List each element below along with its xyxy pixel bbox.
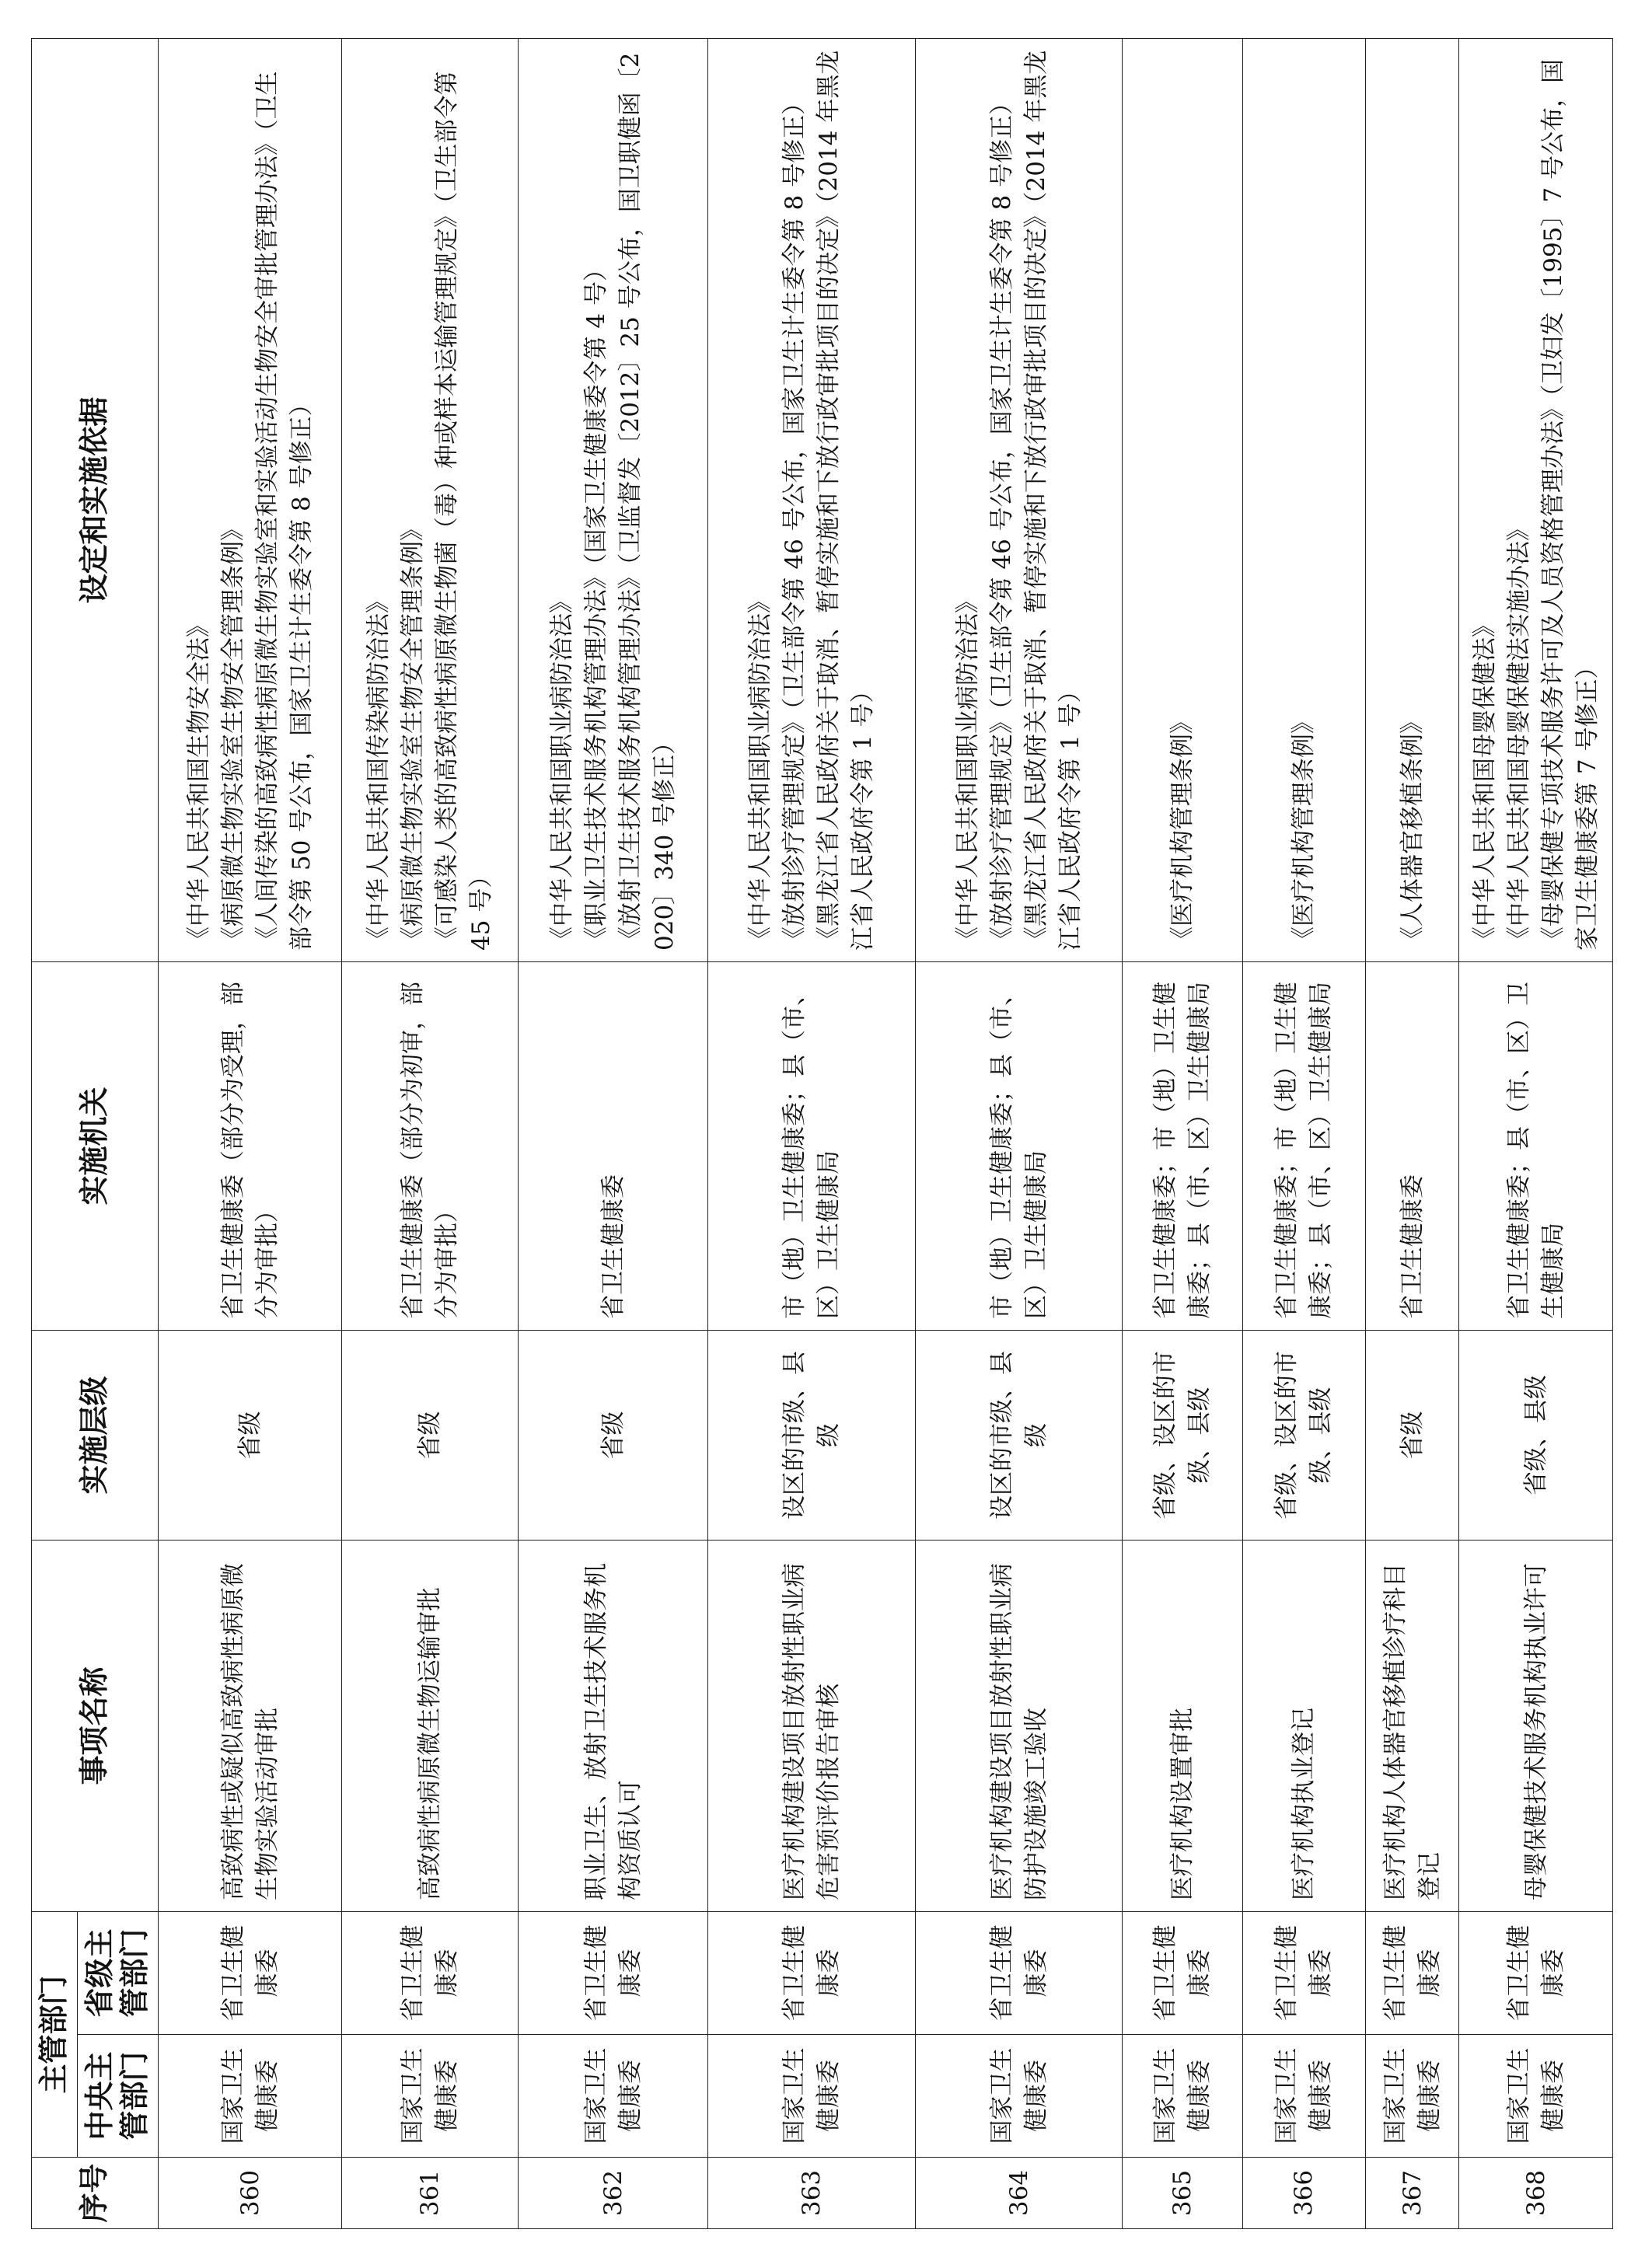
agency-cell: 省卫生健康委（部分为受理，部分为审批） [158, 961, 342, 1330]
header-seq: 序号 [32, 2158, 159, 2229]
agency-cell: 省卫生健康委；县（市、区）卫生健康局 [1459, 961, 1613, 1330]
basis-line: 《中华人民共和国传染病防治法》 [365, 588, 393, 951]
basis-line: 《放射诊疗管理规定》（卫生部令第 46 号公布，国家卫生计生委令第 8 号修正） [781, 90, 809, 951]
item-name-cell: 医疗机构建设项目放射性职业病防护设施竣工验收 [915, 1540, 1123, 1911]
agency-cell: 省卫生健康委；市（地）卫生健康委；县（市、区）卫生健康局 [1123, 961, 1242, 1330]
central-dept-cell: 国家卫生健康委 [342, 2035, 519, 2158]
central-dept-cell: 国家卫生健康委 [1459, 2035, 1613, 2158]
item-name-cell: 母婴保健技术服务机构执业许可 [1459, 1540, 1613, 1911]
level-cell: 设区的市级、县级 [915, 1330, 1123, 1540]
table-row [518, 38, 708, 2228]
item-name-cell: 医疗机构建设项目放射性职业病危害预评价报告审核 [708, 1540, 916, 1911]
basis-line: 《中华人民共和国母婴保健法》 [1470, 612, 1499, 951]
provincial-dept-cell: 省卫生健康委 [1366, 1911, 1459, 2034]
basis-line: 《中华人民共和国职业病防治法》 [746, 588, 775, 951]
table-body [158, 38, 1612, 2228]
header-basis: 设定和实施依据 [32, 38, 159, 961]
seq-cell: 363 [708, 2158, 916, 2229]
basis-cell [708, 38, 916, 961]
table-row [1123, 38, 1242, 2228]
level-cell: 省级 [1366, 1330, 1459, 1540]
basis-line: 《中华人民共和国母婴保健法实施办法》 [1504, 516, 1533, 951]
agency-cell: 省卫生健康委（部分为初审，部分为审批） [342, 961, 519, 1330]
item-name-cell: 高致病性病原微生物运输审批 [342, 1540, 519, 1911]
central-dept-cell: 国家卫生健康委 [158, 2035, 342, 2158]
basis-line: 《人体器官移植条例》 [1398, 709, 1427, 951]
basis-cell [1459, 38, 1613, 961]
item-name-cell: 医疗机构设置审批 [1123, 1540, 1242, 1911]
table-row [708, 38, 916, 2228]
agency-cell: 省卫生健康委；市（地）卫生健康委；县（市、区）卫生健康局 [1242, 961, 1365, 1330]
basis-cell [158, 38, 342, 961]
item-name-cell: 医疗机构人体器官移植诊疗科目登记 [1366, 1540, 1459, 1911]
central-dept-cell: 国家卫生健康委 [1366, 2035, 1459, 2158]
level-cell: 省级 [158, 1330, 342, 1540]
basis-line: 《中华人民共和国职业病防治法》 [953, 588, 982, 951]
basis-line: 《可感染人类的高致病性病原微生物菌（毒）种或样本运输管理规定》（卫生部令第 45 号） [433, 71, 496, 951]
provincial-dept-cell: 省卫生健康委 [1123, 1911, 1242, 2034]
central-dept-cell: 国家卫生健康委 [915, 2035, 1123, 2158]
basis-line: 《病原微生物实验室生物安全管理条例》 [218, 516, 247, 951]
central-dept-cell: 国家卫生健康委 [518, 2035, 708, 2158]
table-row [1242, 38, 1365, 2228]
level-cell: 省级、县级 [1459, 1330, 1613, 1540]
basis-line: 《职业卫生技术服务机构管理办法》（国家卫生健康委令第 4 号） [582, 257, 610, 951]
provincial-dept-cell: 省卫生健康委 [342, 1911, 519, 2034]
seq-cell: 364 [915, 2158, 1123, 2229]
basis-line: 《放射诊疗管理规定》（卫生部令第 46 号公布，国家卫生计生委令第 8 号修正） [987, 90, 1016, 951]
provincial-dept-cell: 省卫生健康委 [158, 1911, 342, 2034]
central-dept-cell: 国家卫生健康委 [1242, 2035, 1365, 2158]
table-row [1459, 38, 1613, 2228]
level-cell: 省级、设区的市级、县级 [1123, 1330, 1242, 1540]
seq-cell: 368 [1459, 2158, 1613, 2229]
basis-line: 《医疗机构管理条例》 [1168, 709, 1197, 951]
table-row [915, 38, 1123, 2228]
item-name-cell: 职业卫生、放射卫生技术服务机构资质认可 [518, 1540, 708, 1911]
level-cell: 省级、设区的市级、县级 [1242, 1330, 1365, 1540]
table-row [342, 38, 519, 2228]
header-level: 实施层级 [32, 1330, 159, 1540]
basis-line: 《黑龙江省人民政府关于取消、暂停实施和下放行政审批项目的决定》（2014 年黑龙江省人民政府令第 1 号） [815, 50, 878, 951]
header-provincial-dept: 省级主管部门 [77, 1911, 158, 2034]
basis-line: 《放射卫生技术服务机构管理办法》（卫监督发〔2012〕25 号公布，国卫职健函〔2020〕340 号修正） [616, 52, 679, 951]
agency-cell: 省卫生健康委 [1366, 961, 1459, 1330]
central-dept-cell: 国家卫生健康委 [1123, 2035, 1242, 2158]
provincial-dept-cell: 省卫生健康委 [708, 1911, 916, 2034]
header-row-1 [32, 38, 78, 2228]
seq-cell: 366 [1242, 2158, 1365, 2229]
basis-line: 《黑龙江省人民政府关于取消、暂停实施和下放行政审批项目的决定》（2014 年黑龙江省人民政府令第 1 号） [1022, 50, 1084, 951]
seq-cell: 367 [1366, 2158, 1459, 2229]
seq-cell: 361 [342, 2158, 519, 2229]
basis-line: 《病原微生物实验室生物安全管理条例》 [399, 516, 428, 951]
level-cell: 设区的市级、县级 [708, 1330, 916, 1540]
basis-cell [342, 38, 519, 961]
central-dept-cell: 国家卫生健康委 [708, 2035, 916, 2158]
header-dept-group: 主管部门 [32, 1911, 78, 2157]
basis-cell [518, 38, 708, 961]
basis-cell [1242, 38, 1365, 961]
provincial-dept-cell: 省卫生健康委 [1459, 1911, 1613, 2034]
admin-licensing-table [31, 38, 1613, 2229]
seq-cell: 362 [518, 2158, 708, 2229]
provincial-dept-cell: 省卫生健康委 [915, 1911, 1123, 2034]
basis-line: 《医疗机构管理条例》 [1290, 709, 1318, 951]
basis-cell [1123, 38, 1242, 961]
basis-line: 《人间传染的高致病性病原微生物实验室和实验活动生物安全审批管理办法》（卫生部令第 50 号公布，国家卫生计生委令第 8 号修正） [253, 71, 316, 951]
basis-cell [915, 38, 1123, 961]
seq-cell: 360 [158, 2158, 342, 2229]
basis-cell [1366, 38, 1459, 961]
agency-cell: 省卫生健康委 [518, 961, 708, 1330]
basis-line: 《中华人民共和国职业病防治法》 [547, 588, 576, 951]
header-central-dept: 中央主管部门 [77, 2035, 158, 2158]
agency-cell: 市（地）卫生健康委；县（市、区）卫生健康局 [708, 961, 916, 1330]
seq-cell: 365 [1123, 2158, 1242, 2229]
level-cell: 省级 [518, 1330, 708, 1540]
header-agency: 实施机关 [32, 961, 159, 1330]
agency-cell: 市（地）卫生健康委；县（市、区）卫生健康局 [915, 961, 1123, 1330]
basis-line: 《母婴保健专项技术服务许可及人员资格管理办法》（卫妇发〔1995〕7 号公布，国家卫生健康委第 7 号修正） [1538, 59, 1601, 951]
item-name-cell: 医疗机构执业登记 [1242, 1540, 1365, 1911]
provincial-dept-cell: 省卫生健康委 [518, 1911, 708, 2034]
table-row [1366, 38, 1459, 2228]
item-name-cell: 高致病性或疑似高致病性病原微生物实验活动审批 [158, 1540, 342, 1911]
basis-line: 《中华人民共和国生物安全法》 [184, 612, 213, 951]
table-row [158, 38, 342, 2228]
level-cell: 省级 [342, 1330, 519, 1540]
header-item-name: 事项名称 [32, 1540, 159, 1911]
provincial-dept-cell: 省卫生健康委 [1242, 1911, 1365, 2034]
